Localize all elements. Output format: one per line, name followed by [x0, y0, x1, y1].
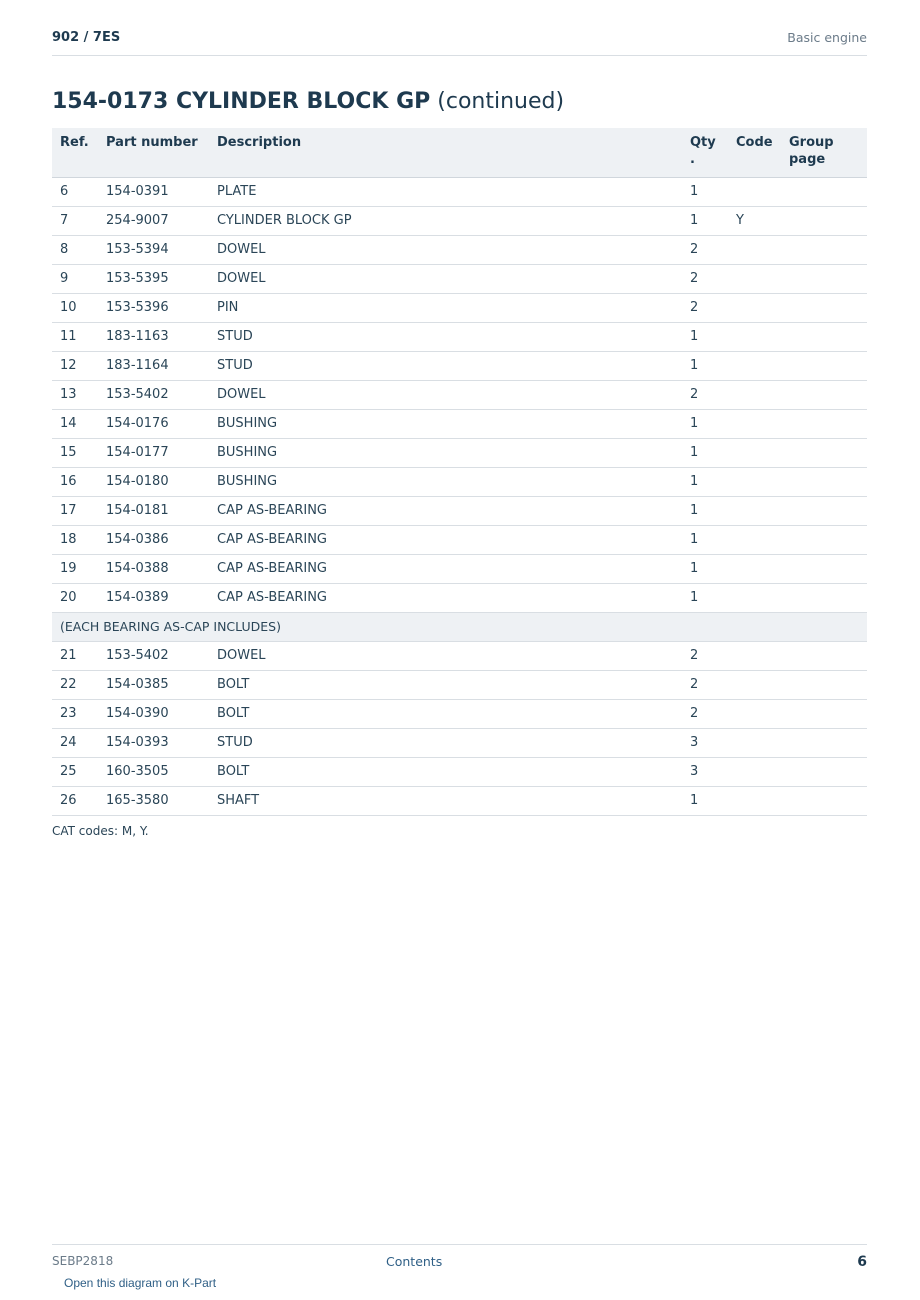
ref-cell: 22: [52, 670, 98, 699]
code-cell: [728, 757, 781, 786]
part-number-cell: 154-0385: [98, 670, 209, 699]
table-row: [52, 380, 867, 409]
table-row: [52, 438, 867, 467]
description-cell: BOLT: [209, 699, 682, 728]
group-page-cell: [781, 380, 867, 409]
table-row: [52, 670, 867, 699]
col-description: Description: [209, 128, 682, 177]
qty-cell: 1: [682, 554, 728, 583]
description-cell: DOWEL: [209, 235, 682, 264]
group-page-cell: [781, 699, 867, 728]
code-cell: [728, 235, 781, 264]
contents-link[interactable]: Contents: [386, 1254, 443, 1269]
group-page-cell: [781, 583, 867, 612]
part-number-cell: 154-0177: [98, 438, 209, 467]
code-cell: [728, 670, 781, 699]
ref-cell: 14: [52, 409, 98, 438]
code-cell: [728, 351, 781, 380]
table-note-row: [52, 612, 867, 641]
table-row: [52, 235, 867, 264]
description-cell: PLATE: [209, 177, 682, 206]
qty-cell: 1: [682, 409, 728, 438]
part-number-cell: 165-3580: [98, 786, 209, 815]
table-header-row: [52, 128, 867, 177]
part-number-cell: 154-0386: [98, 525, 209, 554]
part-number-cell: 154-0389: [98, 583, 209, 612]
part-number-cell: 154-0393: [98, 728, 209, 757]
qty-cell: 3: [682, 757, 728, 786]
table-row: [52, 322, 867, 351]
ref-cell: 25: [52, 757, 98, 786]
group-page-cell: [781, 264, 867, 293]
part-number-cell: 153-5396: [98, 293, 209, 322]
description-cell: BUSHING: [209, 467, 682, 496]
description-cell: STUD: [209, 728, 682, 757]
code-cell: [728, 728, 781, 757]
description-cell: STUD: [209, 322, 682, 351]
qty-cell: 1: [682, 322, 728, 351]
table-row: [52, 409, 867, 438]
document-id: SEBP2818: [52, 1254, 114, 1268]
code-cell: [728, 496, 781, 525]
group-page-cell: [781, 496, 867, 525]
group-page-cell: [781, 293, 867, 322]
description-cell: STUD: [209, 351, 682, 380]
qty-cell: 1: [682, 206, 728, 235]
code-cell: [728, 264, 781, 293]
description-cell: CAP AS-BEARING: [209, 554, 682, 583]
page-footer: [52, 1244, 867, 1275]
description-cell: DOWEL: [209, 641, 682, 670]
code-cell: Y: [728, 206, 781, 235]
part-number-cell: 154-0181: [98, 496, 209, 525]
col-group-page: Group page: [781, 128, 867, 177]
part-number-cell: 154-0176: [98, 409, 209, 438]
table-row: [52, 641, 867, 670]
description-cell: SHAFT: [209, 786, 682, 815]
qty-cell: 1: [682, 583, 728, 612]
ref-cell: 21: [52, 641, 98, 670]
qty-cell: 2: [682, 670, 728, 699]
parts-table: [52, 128, 867, 816]
group-page-cell: [781, 467, 867, 496]
code-cell: [728, 293, 781, 322]
table-row: [52, 293, 867, 322]
table-row: [52, 757, 867, 786]
group-page-cell: [781, 525, 867, 554]
code-cell: [728, 409, 781, 438]
code-cell: [728, 438, 781, 467]
ref-cell: 11: [52, 322, 98, 351]
group-page-cell: [781, 409, 867, 438]
qty-cell: 2: [682, 380, 728, 409]
description-cell: CYLINDER BLOCK GP: [209, 206, 682, 235]
part-number-cell: 153-5395: [98, 264, 209, 293]
group-title: 154-0173 CYLINDER BLOCK GP: [52, 89, 431, 114]
code-cell: [728, 177, 781, 206]
part-number-cell: 160-3505: [98, 757, 209, 786]
ref-cell: 19: [52, 554, 98, 583]
table-row: [52, 583, 867, 612]
page-header: [52, 28, 867, 56]
part-number-cell: 154-0390: [98, 699, 209, 728]
continued-label: (continued): [437, 89, 565, 114]
part-number-cell: 154-0391: [98, 177, 209, 206]
part-number-cell: 153-5402: [98, 641, 209, 670]
qty-cell: 3: [682, 728, 728, 757]
parts-table-body: [52, 177, 867, 815]
group-page-cell: [781, 554, 867, 583]
code-cell: [728, 641, 781, 670]
group-page-cell: [781, 670, 867, 699]
part-number-cell: 153-5394: [98, 235, 209, 264]
ref-cell: 6: [52, 177, 98, 206]
group-page-cell: [781, 235, 867, 264]
group-page-cell: [781, 438, 867, 467]
description-cell: PIN: [209, 293, 682, 322]
table-row: [52, 496, 867, 525]
code-cell: [728, 554, 781, 583]
ref-cell: 15: [52, 438, 98, 467]
kpart-link[interactable]: Open this diagram on K-Part: [64, 1276, 217, 1290]
part-number-cell: 254-9007: [98, 206, 209, 235]
part-number-cell: 154-0388: [98, 554, 209, 583]
note-cell: (EACH BEARING AS-CAP INCLUDES): [52, 612, 867, 641]
col-ref: Ref.: [52, 128, 98, 177]
ref-cell: 7: [52, 206, 98, 235]
table-row: [52, 351, 867, 380]
col-part-number: Part number: [98, 128, 209, 177]
code-cell: [728, 583, 781, 612]
part-number-cell: 183-1164: [98, 351, 209, 380]
table-row: [52, 264, 867, 293]
table-row: [52, 206, 867, 235]
code-cell: [728, 467, 781, 496]
code-cell: [728, 380, 781, 409]
part-number-cell: 183-1163: [98, 322, 209, 351]
part-number-cell: 154-0180: [98, 467, 209, 496]
ref-cell: 12: [52, 351, 98, 380]
description-cell: DOWEL: [209, 380, 682, 409]
qty-cell: 2: [682, 293, 728, 322]
table-row: [52, 177, 867, 206]
qty-cell: 2: [682, 641, 728, 670]
group-page-cell: [781, 322, 867, 351]
page-number: 6: [857, 1254, 867, 1270]
qty-cell: 2: [682, 235, 728, 264]
ref-cell: 26: [52, 786, 98, 815]
cat-codes-note: CAT codes: M, Y.: [52, 824, 149, 838]
qty-cell: 1: [682, 351, 728, 380]
section-label: Basic engine: [787, 30, 867, 45]
group-page-cell: [781, 206, 867, 235]
qty-cell: 1: [682, 525, 728, 554]
ref-cell: 13: [52, 380, 98, 409]
group-page-cell: [781, 728, 867, 757]
ref-cell: 23: [52, 699, 98, 728]
qty-cell: 2: [682, 699, 728, 728]
qty-cell: 1: [682, 496, 728, 525]
col-qty: Qty .: [682, 128, 728, 177]
table-row: [52, 525, 867, 554]
ref-cell: 9: [52, 264, 98, 293]
page-title: [52, 89, 564, 114]
ref-cell: 24: [52, 728, 98, 757]
description-cell: CAP AS-BEARING: [209, 583, 682, 612]
group-page-cell: [781, 641, 867, 670]
qty-cell: 1: [682, 177, 728, 206]
model-label: 902 / 7ES: [52, 30, 121, 45]
code-cell: [728, 786, 781, 815]
group-page-cell: [781, 757, 867, 786]
col-code: Code: [728, 128, 781, 177]
table-row: [52, 728, 867, 757]
ref-cell: 20: [52, 583, 98, 612]
ref-cell: 18: [52, 525, 98, 554]
table-row: [52, 786, 867, 815]
description-cell: DOWEL: [209, 264, 682, 293]
ref-cell: 8: [52, 235, 98, 264]
code-cell: [728, 525, 781, 554]
table-row: [52, 467, 867, 496]
ref-cell: 10: [52, 293, 98, 322]
description-cell: BOLT: [209, 757, 682, 786]
ref-cell: 16: [52, 467, 98, 496]
qty-cell: 1: [682, 467, 728, 496]
description-cell: CAP AS-BEARING: [209, 496, 682, 525]
group-page-cell: [781, 177, 867, 206]
qty-cell: 1: [682, 438, 728, 467]
description-cell: BUSHING: [209, 409, 682, 438]
table-row: [52, 699, 867, 728]
code-cell: [728, 322, 781, 351]
description-cell: BOLT: [209, 670, 682, 699]
code-cell: [728, 699, 781, 728]
part-number-cell: 153-5402: [98, 380, 209, 409]
qty-cell: 1: [682, 786, 728, 815]
description-cell: CAP AS-BEARING: [209, 525, 682, 554]
table-row: [52, 554, 867, 583]
qty-cell: 2: [682, 264, 728, 293]
ref-cell: 17: [52, 496, 98, 525]
group-page-cell: [781, 351, 867, 380]
description-cell: BUSHING: [209, 438, 682, 467]
group-page-cell: [781, 786, 867, 815]
